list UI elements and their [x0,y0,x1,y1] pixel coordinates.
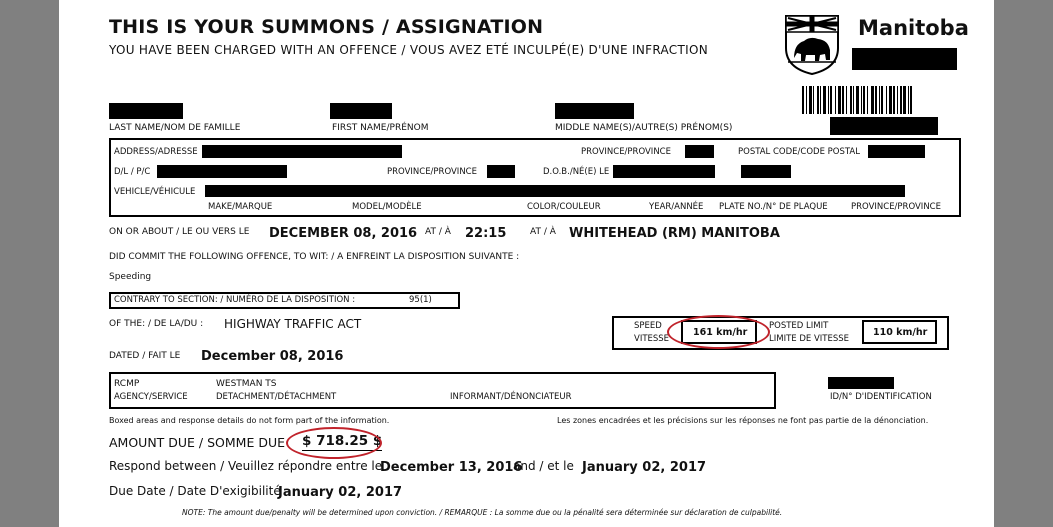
document-subtitle: YOU HAVE BEEN CHARGED WITH AN OFFENCE / VOUS AVEZ ETÉ INCULPÉ(E) D'UNE INFRACTION [109,43,708,57]
boxed-note-en: Boxed areas and response details do not form part of the information. [109,416,390,425]
redacted-driver-licence [157,165,287,178]
footer-note: NOTE: The amount due/penalty will be determined upon conviction. / REMARQUE : La somme due ou la pénalité sera déterminée sur déclaration de culpabilité. [182,508,783,517]
on-or-about-label: ON OR ABOUT / LE OU VERS LE [109,227,250,237]
detachment-label: DETACHMENT/DÉTACHMENT [216,392,337,402]
summons-document [59,0,994,527]
amount-due-label: AMOUNT DUE / SOMME DUE [109,435,286,450]
manitoba-coat-of-arms-icon [784,14,840,76]
dated-label: DATED / FAIT LE [109,351,181,361]
model-label: MODEL/MODÈLE [352,202,422,212]
posted-limit: 110 km/hr [873,327,928,338]
act-name: HIGHWAY TRAFFIC ACT [224,317,362,331]
due-date-label: Due Date / Date D'exigibilité [109,484,281,498]
amount-due-value: $ 718.25 $ [302,433,383,449]
redacted-extra-field [741,165,791,178]
document-title: THIS IS YOUR SUMMONS / ASSIGNATION [109,16,544,38]
redacted-first-name [330,103,392,119]
respond-from-date: December 13, 2016 [380,460,523,475]
respond-to-date: January 02, 2017 [582,460,707,475]
offence-time: 22:15 [465,226,507,241]
redacted-province [685,145,714,158]
address-label: ADDRESS/ADRESSE [114,147,198,157]
redacted-last-name [109,103,183,119]
offence-location: WHITEHEAD (RM) MANITOBA [569,226,780,241]
agency-box [109,372,776,409]
offence-description: Speeding [109,272,152,282]
redacted-dl-province [487,165,515,178]
redacted-postal-code [868,145,925,158]
dl-province-label: PROVINCE/PROVINCE [387,167,477,177]
redacted-barcode-number [830,117,938,135]
contrary-to-section-label: CONTRARY TO SECTION: / NUMÉRO DE LA DISPOSITION : [114,295,356,305]
redacted-ticket-number [852,48,957,70]
province-label: PROVINCE/PROVINCE [581,147,671,157]
driver-licence-label: D/L / P/C [114,167,151,177]
make-label: MAKE/MARQUE [208,202,273,212]
year-label: YEAR/ANNÉE [649,202,704,212]
agency-value: RCMP [114,379,140,389]
did-commit-label: DID COMMIT THE FOLLOWING OFFENCE, TO WIT: / A ENFREINT LA DISPOSITION SUIVANTE : [109,252,520,262]
recorded-speed: 161 km/hr [693,327,748,338]
vehicle-label: VEHICLE/VÉHICULE [114,187,196,197]
redacted-address [202,145,402,158]
of-the-label: OF THE: / DE LA/DU : [109,319,204,329]
detachment-value: WESTMAN TS [216,379,277,389]
at-location-label: AT / À [530,227,556,237]
dated-value: December 08, 2016 [201,349,344,364]
speed-highlight-circle [667,315,770,349]
posted-limit-label-en: POSTED LIMIT [769,321,829,331]
redacted-date-of-birth [613,165,715,178]
plate-province-label: PROVINCE/PROVINCE [851,202,941,212]
section-number: 95(1) [409,295,432,305]
officer-id-label: ID/N° D'IDENTIFICATION [830,392,932,402]
redacted-vehicle-details [205,185,905,197]
first-name-label: FIRST NAME/PRÉNOM [332,123,429,133]
postal-code-label: POSTAL CODE/CODE POSTAL [738,147,860,157]
due-date-value: January 02, 2017 [278,485,403,500]
speed-label-en: SPEED [634,321,662,331]
posted-limit-label-fr: LIMITE DE VITESSE [769,334,850,344]
and-label: and / et le [513,459,574,473]
boxed-note-fr: Les zones encadrées et les précisions sur les réponses ne font pas partie de la dénonciation. [557,416,929,425]
redacted-middle-name [555,103,634,119]
plate-label: PLATE NO./N° DE PLAQUE [719,202,828,212]
respond-between-label: Respond between / Veuillez répondre entre le [109,459,383,473]
offence-date: DECEMBER 08, 2016 [269,226,418,241]
informant-label: INFORMANT/DÉNONCIATEUR [450,392,572,402]
last-name-label: LAST NAME/NOM DE FAMILLE [109,123,241,133]
at-time-label: AT / À [425,227,451,237]
color-label: COLOR/COULEUR [527,202,601,212]
agency-label: AGENCY/SERVICE [114,392,188,402]
middle-name-label: MIDDLE NAME(S)/AUTRE(S) PRÉNOM(S) [555,123,733,133]
date-of-birth-label: D.O.B./NÉ(E) LE [543,167,610,177]
province-name: Manitoba [858,16,969,40]
speed-label-fr: VITESSE [634,334,670,344]
barcode [802,86,912,114]
redacted-officer-id [828,377,894,389]
amount-highlight-circle [286,427,382,459]
